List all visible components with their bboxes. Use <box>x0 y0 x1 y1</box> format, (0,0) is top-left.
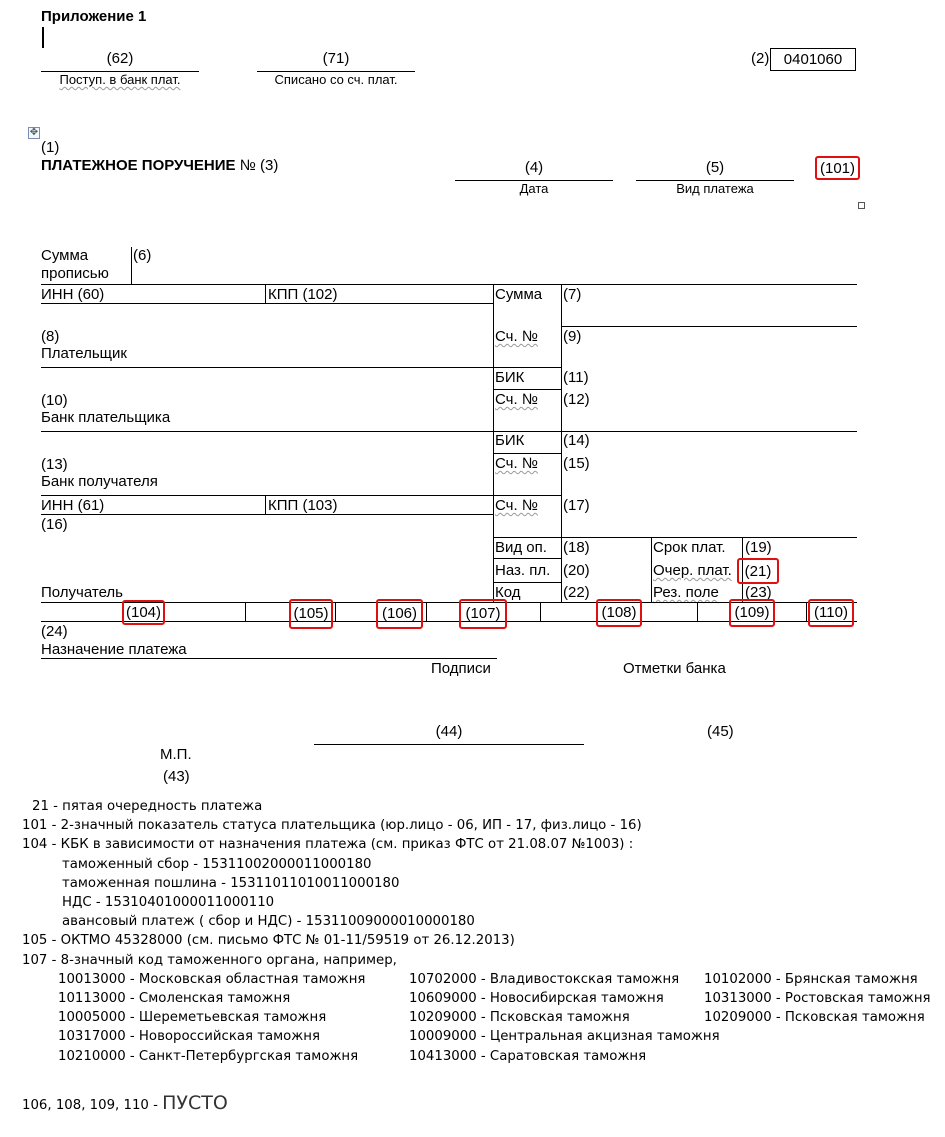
field-13: (13) <box>41 456 68 473</box>
date-caption: Дата <box>519 181 549 196</box>
row-line-6 <box>41 514 493 515</box>
field-62: (62) <box>106 50 134 67</box>
term-label: Срок плат. <box>653 539 726 556</box>
field-45: (45) <box>707 723 734 740</box>
kpp-payer: КПП (102) <box>268 286 338 303</box>
field-14: (14) <box>563 432 590 449</box>
field-6: (6) <box>133 247 152 264</box>
pay-type-caption: Вид платежа <box>676 181 754 196</box>
signature-line-44 <box>314 744 584 745</box>
sum-words-divider <box>131 247 132 284</box>
field-108-highlight: (108) <box>596 599 642 627</box>
field-2-label: (2) <box>751 50 770 67</box>
tax-div-2 <box>335 602 336 621</box>
customs-item: 10413000 - Саратовская таможня <box>409 1049 647 1064</box>
recv-inn-kpp-divider <box>265 495 266 514</box>
field-24: (24) <box>41 623 68 640</box>
recv-bik-bottom-line <box>493 453 561 454</box>
field-43: (43) <box>163 768 190 785</box>
document-title-main: ПЛАТЕЖНОЕ ПОРУЧЕНИЕ <box>41 157 236 174</box>
row-line-3 <box>41 367 493 368</box>
code-label: Код <box>495 584 521 601</box>
kbk-item: НДС - 15310401000011000110 <box>62 895 275 910</box>
stamp-label: М.П. <box>160 746 192 763</box>
field-71: (71) <box>322 50 350 67</box>
document-title <box>41 157 278 174</box>
payer-account-label-text: Сч. № <box>495 328 538 345</box>
recv-account-label-text: Сч. № <box>495 497 538 514</box>
customs-item: 10209000 - Псковская таможня <box>409 1010 630 1025</box>
purpose-code-label: Наз. пл. <box>495 562 551 579</box>
note-empty-word: ПУСТО <box>162 1092 228 1114</box>
field-62-caption <box>41 72 199 87</box>
payer-bank-account-label-text: Сч. № <box>495 391 538 408</box>
inn-kpp-divider <box>265 284 266 303</box>
row-line-5b <box>493 495 561 496</box>
kpp-recipient: КПП (103) <box>268 497 338 514</box>
customs-item: 10102000 - Брянская таможня <box>704 972 918 987</box>
purpose-label: Назначение платежа <box>41 641 187 658</box>
kbk-item: авансовый платеж ( сбор и НДС) - 15311009000010000180 <box>62 914 475 929</box>
customs-item: 10313000 - Ростовская таможня <box>704 991 931 1006</box>
sum-words-label-1: Сумма <box>41 247 89 264</box>
recv-bik-label: БИК <box>495 432 525 449</box>
tax-div-3 <box>426 602 427 621</box>
field-19: (19) <box>745 539 772 556</box>
row-line-4 <box>41 431 857 432</box>
kbk-item: таможенный сбор - 15311002000011000180 <box>62 857 372 872</box>
payer-account-label <box>495 328 538 345</box>
field-8: (8) <box>41 328 60 345</box>
payer-bik-label: БИК <box>495 369 525 386</box>
order-label-text: Очер. плат. <box>653 562 732 579</box>
field-7: (7) <box>563 286 582 303</box>
purpose-line <box>41 658 497 659</box>
field-12: (12) <box>563 391 590 408</box>
field-71-caption <box>257 72 415 87</box>
inn-recipient: ИНН (61) <box>41 497 105 514</box>
tax-div-5 <box>697 602 698 621</box>
field-9: (9) <box>563 328 582 345</box>
row-line-5 <box>41 495 493 496</box>
row-line-1 <box>41 284 857 285</box>
customs-item: 10005000 - Шереметьевская таможня <box>58 1010 327 1025</box>
payer-label: Плательщик <box>41 345 127 362</box>
field-23: (23) <box>745 584 772 601</box>
field-4: (4) <box>524 159 544 176</box>
row-line-9 <box>493 582 561 583</box>
payer-bank-account-label <box>495 391 538 408</box>
note-107: 107 - 8-значный код таможенного органа, например, <box>22 953 397 968</box>
resize-handle-icon[interactable] <box>858 202 865 209</box>
term-divider <box>651 537 652 602</box>
label-divider <box>561 284 562 602</box>
sum-bottom-line <box>561 326 857 327</box>
customs-item: 10009000 - Центральная акцизная таможня <box>409 1029 720 1044</box>
note-105: 105 - ОКТМО 45328000 (см. письмо ФТС № 01-11/59519 от 26.12.2013) <box>22 933 515 948</box>
recv-account-label <box>495 497 538 514</box>
bank-marks-label: Отметки банка <box>623 660 726 677</box>
recv-bank-account-label-text: Сч. № <box>495 455 538 472</box>
customs-item: 10702000 - Владивостокская таможня <box>409 972 680 987</box>
recipient-label: Получатель <box>41 584 123 601</box>
row-line-2 <box>41 303 493 304</box>
field-18: (18) <box>563 539 590 556</box>
field-106-highlight: (106) <box>376 599 423 629</box>
field-20: (20) <box>563 562 590 579</box>
appendix-title: Приложение 1 <box>41 8 147 25</box>
payer-bank-label: Банк плательщика <box>41 409 171 426</box>
field-101-highlight: (101) <box>815 156 860 180</box>
field-110-highlight: (110) <box>808 599 854 627</box>
recv-bank-account-label <box>495 455 538 472</box>
tax-div-1 <box>245 602 246 621</box>
field-16: (16) <box>41 516 68 533</box>
recv-bank-label: Банк получателя <box>41 473 158 490</box>
field-71-caption-text: Списано со сч. плат. <box>274 72 398 87</box>
field-62-caption-text: Поступ. в банк плат. <box>59 72 181 87</box>
form-code-box: 0401060 <box>770 48 856 71</box>
bik-bottom-line <box>493 389 561 390</box>
document-number: № (3) <box>239 157 279 174</box>
field-11: (11) <box>563 369 589 386</box>
kbk-item: таможенная пошлина - 15311011010011000180 <box>62 876 400 891</box>
row-line-7 <box>493 537 857 538</box>
customs-item: 10317000 - Новороссийская таможня <box>58 1029 320 1044</box>
inn-payer: ИНН (60) <box>41 286 105 303</box>
signatures-label: Подписи <box>431 660 491 677</box>
field-21-highlight: (21) <box>737 558 779 584</box>
sum-label: Сумма <box>495 286 543 303</box>
field-1: (1) <box>41 139 60 156</box>
field-22: (22) <box>563 584 590 601</box>
customs-item: 10609000 - Новосибирская таможня <box>409 991 664 1006</box>
reserve-label-text: Рез. поле <box>653 584 719 601</box>
tax-div-4 <box>540 602 541 621</box>
field-107-highlight: (107) <box>459 599 507 629</box>
note-21: 21 - пятая очередность платежа <box>32 799 263 814</box>
customs-item: 10113000 - Смоленская таможня <box>58 991 291 1006</box>
note-101: 101 - 2-значный показатель статуса плательщика (юр.лицо - 06, ИП - 17, физ.лицо - 16) <box>22 818 642 833</box>
field-105-highlight: (105) <box>289 599 333 629</box>
customs-item: 10209000 - Псковская таможня <box>704 1010 925 1025</box>
field-15: (15) <box>563 455 590 472</box>
field-10: (10) <box>41 392 68 409</box>
reserve-label <box>653 584 719 601</box>
op-type-label: Вид оп. <box>495 539 547 556</box>
tax-div-6 <box>806 602 807 621</box>
note-empty-prefix: 106, 108, 109, 110 - <box>22 1098 163 1113</box>
note-empty-fields <box>22 1092 228 1114</box>
row-line-8 <box>493 558 561 559</box>
field-5: (5) <box>705 159 725 176</box>
customs-item: 10013000 - Московская областная таможня <box>58 972 366 987</box>
order-label <box>653 562 732 579</box>
field-44: (44) <box>435 723 463 740</box>
note-104: 104 - КБК в зависимости от назначения платежа (см. приказ ФТС от 21.08.07 №1003) : <box>22 837 634 852</box>
field-17: (17) <box>563 497 590 514</box>
text-cursor <box>42 27 44 48</box>
row-line-3b <box>493 367 561 368</box>
center-divider <box>493 284 494 602</box>
customs-item: 10210000 - Санкт-Петербургская таможня <box>58 1049 359 1064</box>
field-104-highlight: (104) <box>122 600 165 625</box>
table-move-handle-icon[interactable]: ✥ <box>29 127 39 138</box>
field-109-highlight: (109) <box>729 599 775 627</box>
sum-words-label-2: прописью <box>41 265 109 282</box>
